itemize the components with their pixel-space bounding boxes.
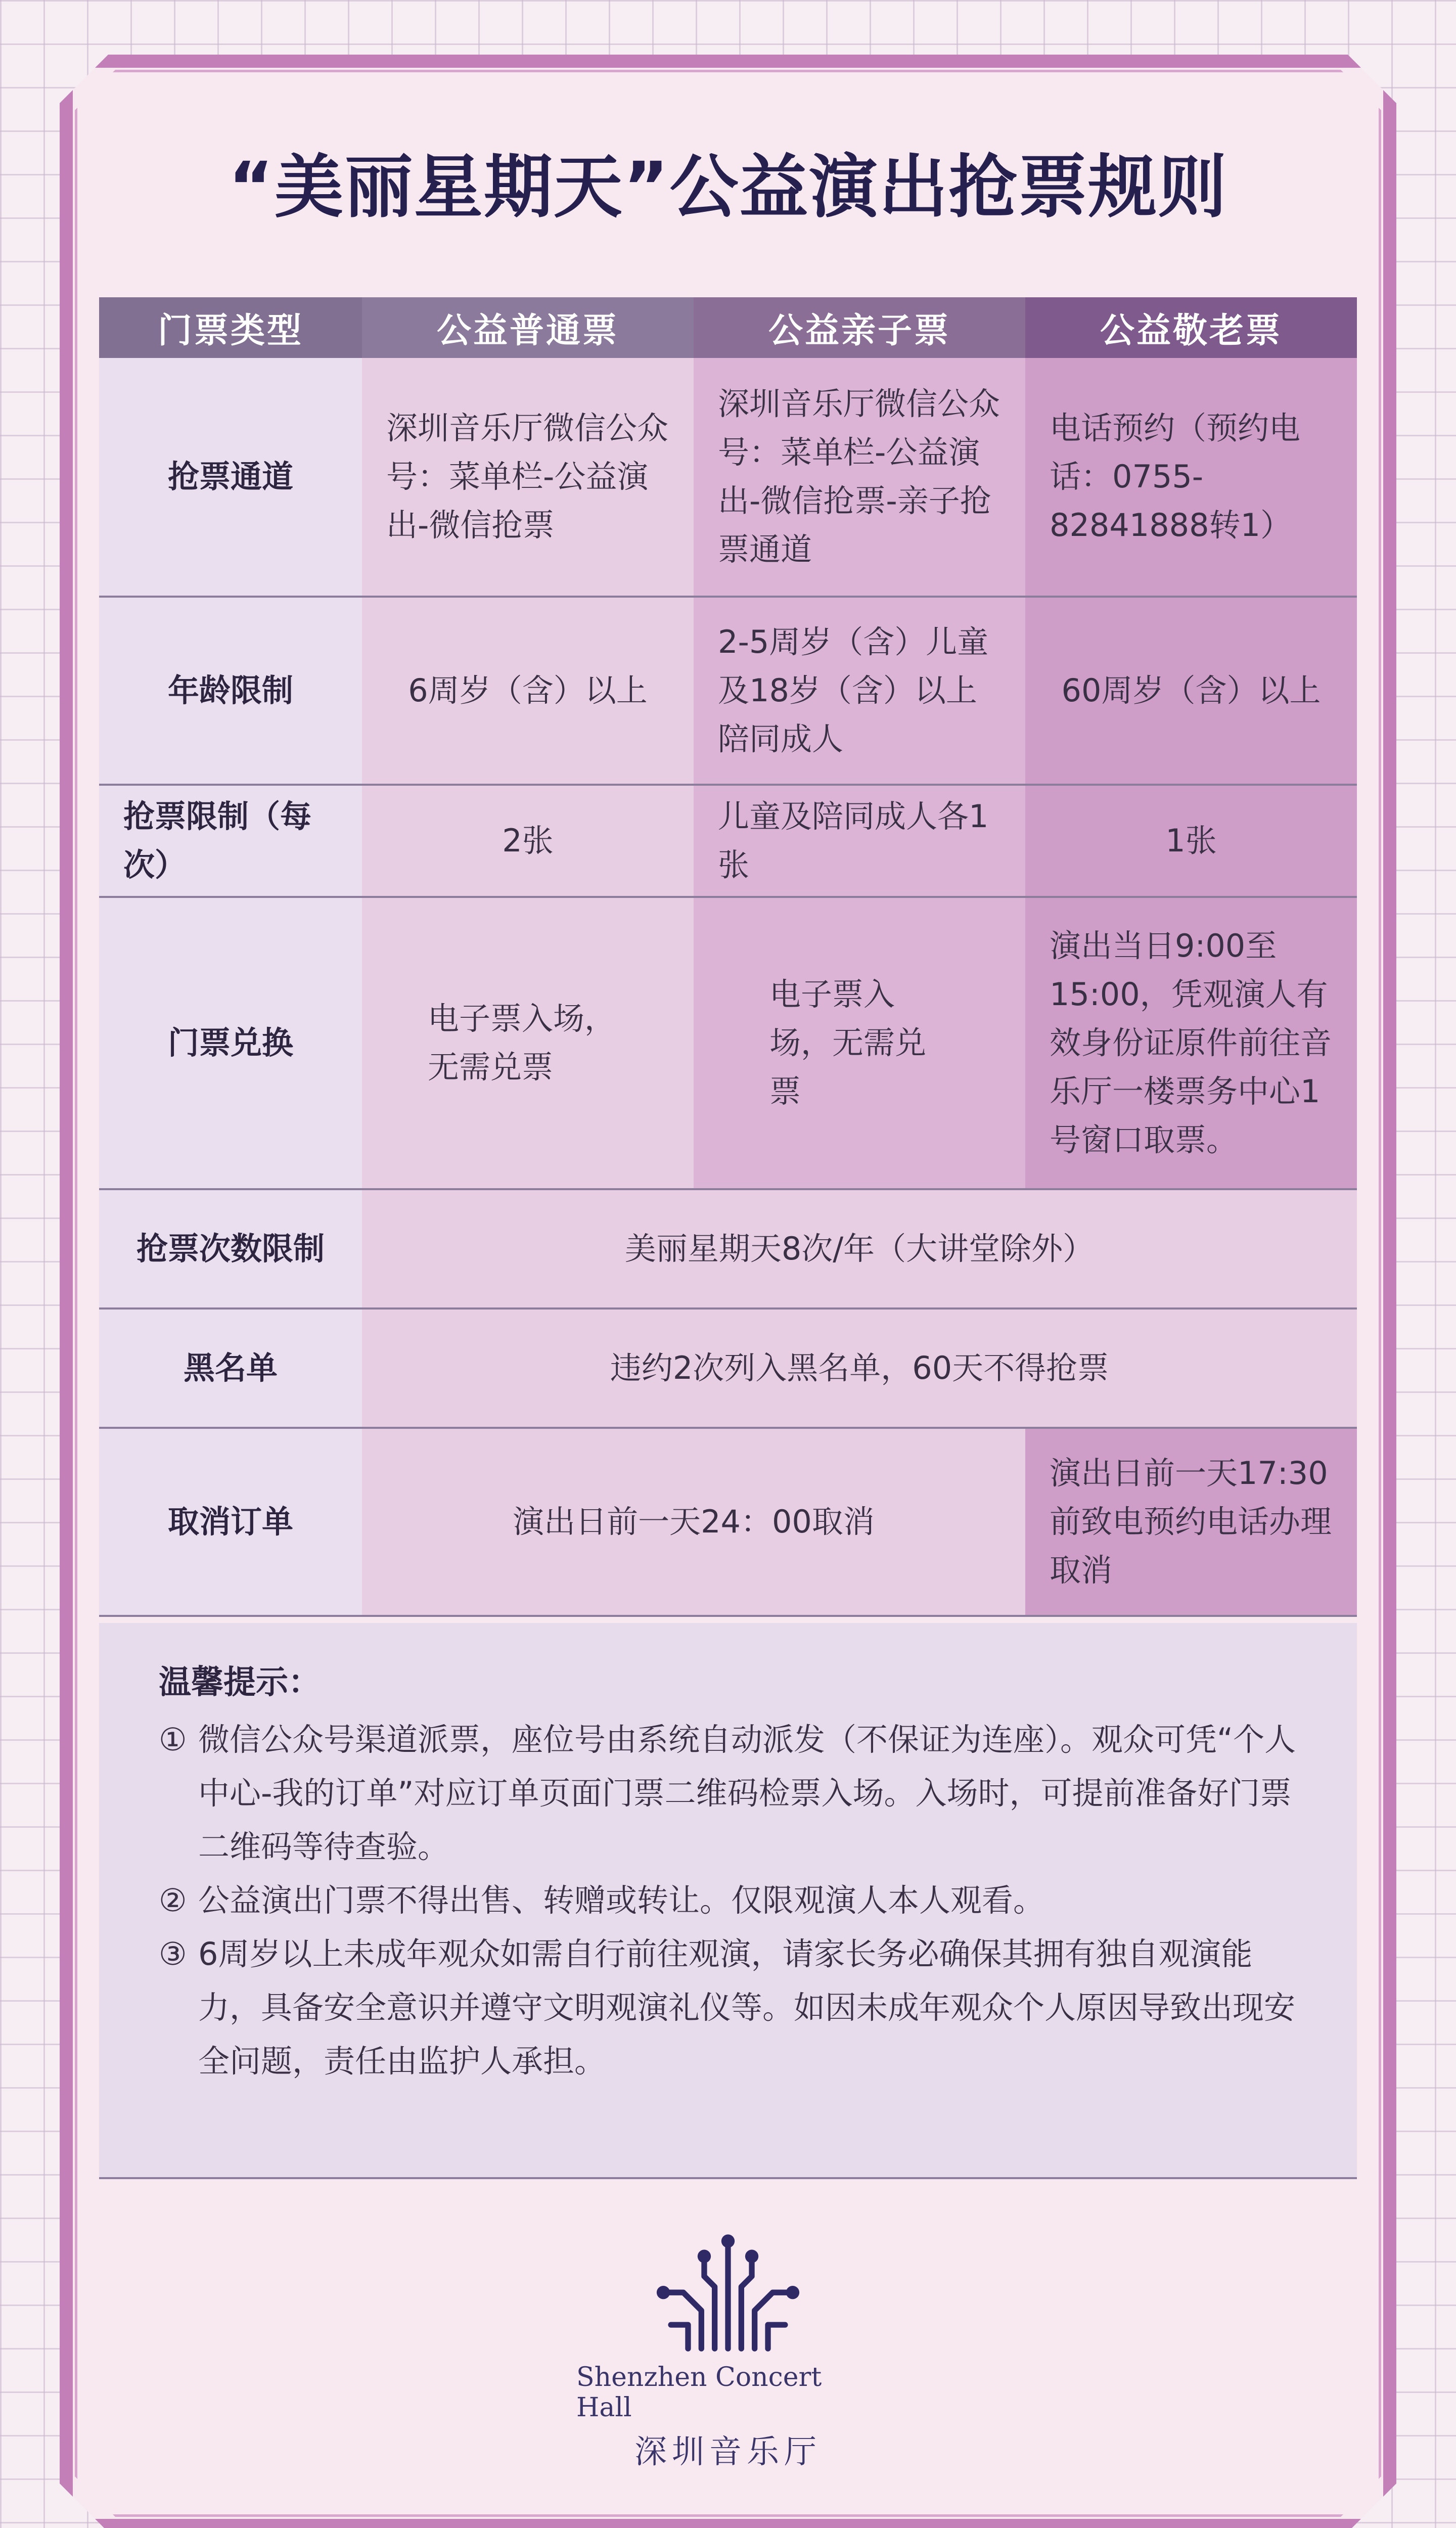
tip-text: 微信公众号渠道派票，座位号由系统自动派发（不保证为连座）。观众可凭“个人中心-我的订单”对应订单页面门票二维码检票入场。入场时，可提前准备好门票二维码等待查验。 — [198, 1721, 1296, 1865]
cell-age-normal: 6周岁（含）以上 — [362, 598, 694, 786]
cell-blacklist-value: 违约2次列入黑名单，60天不得抢票 — [362, 1310, 1357, 1429]
cell-channel-normal: 深圳音乐厅微信公众号：菜单栏-公益演出-微信抢票 — [362, 358, 694, 598]
tips-title: 温馨提示： — [159, 1664, 321, 1701]
cell-cancel-normal-family: 演出日前一天24：00取消 — [362, 1429, 1025, 1617]
cell-times-value: 美丽星期天8次/年（大讲堂除外） — [362, 1190, 1357, 1310]
tip-item — [159, 1927, 1296, 2088]
cell-cancel-senior: 演出日前一天17:30前致电预约电话办理取消 — [1025, 1429, 1357, 1617]
cell-age-senior: 60周岁（含）以上 — [1025, 598, 1357, 786]
concert-hall-logo — [576, 2230, 880, 2472]
poster-title: “美丽星期天”公益演出抢票规则 — [228, 148, 1228, 228]
header-family-ticket: 公益亲子票 — [694, 297, 1025, 358]
tips-panel — [99, 1623, 1357, 2179]
tip-number: ③ — [159, 1935, 187, 1972]
header-ticket-type: 门票类型 — [99, 297, 362, 358]
logo-english-name: Shenzhen Concert Hall — [576, 2362, 822, 2423]
header-normal-ticket: 公益普通票 — [362, 297, 694, 358]
tip-text: 公益演出门票不得出售、转赠或转让。仅限观演人本人观看。 — [198, 1882, 1045, 1919]
cell-limit-senior: 1张 — [1025, 786, 1357, 898]
row-label-age: 年龄限制 — [99, 598, 362, 786]
tip-item — [159, 1874, 1296, 1927]
circuit-tree-icon — [647, 2230, 809, 2358]
row-label-cancel: 取消订单 — [99, 1429, 362, 1617]
cell-channel-family: 深圳音乐厅微信公众号：菜单栏-公益演出-微信抢票-亲子抢票通道 — [694, 358, 1025, 598]
cell-channel-senior: 电话预约（预约电话：0755-82841888转1） — [1025, 358, 1357, 598]
cell-limit-normal: 2张 — [362, 786, 694, 898]
header-senior-ticket: 公益敬老票 — [1025, 297, 1357, 358]
row-label-times: 抢票次数限制 — [99, 1190, 362, 1310]
rules-table — [99, 297, 1357, 1617]
row-label-limit: 抢票限制（每次） — [99, 786, 362, 898]
row-label-blacklist: 黑名单 — [99, 1310, 362, 1429]
row-label-channel: 抢票通道 — [99, 358, 362, 598]
cell-exchange-senior: 演出当日9:00至15:00，凭观演人有效身份证原件前往音乐厅一楼票务中心1号窗口取票。 — [1025, 898, 1357, 1190]
logo-chinese-name: 深圳音乐厅 — [634, 2433, 822, 2471]
tip-text: 6周岁以上未成年观众如需自行前往观演，请家长务必确保其拥有独自观演能力，具备安全意识并遵守文明观演礼仪等。如因未成年观众个人原因导致出现安全问题，责任由监护人承担。 — [198, 1935, 1296, 2080]
cell-exchange-family: 电子票入场，无需兑票 — [694, 898, 1025, 1190]
tip-number: ② — [159, 1882, 187, 1919]
tip-item — [159, 1713, 1296, 1874]
row-label-exchange: 门票兑换 — [99, 898, 362, 1190]
cell-limit-family: 儿童及陪同成人各1张 — [694, 786, 1025, 898]
cell-age-family: 2-5周岁（含）儿童及18岁（含）以上陪同成人 — [694, 598, 1025, 786]
cell-exchange-normal: 电子票入场，无需兑票 — [362, 898, 694, 1190]
tip-number: ① — [159, 1721, 187, 1758]
